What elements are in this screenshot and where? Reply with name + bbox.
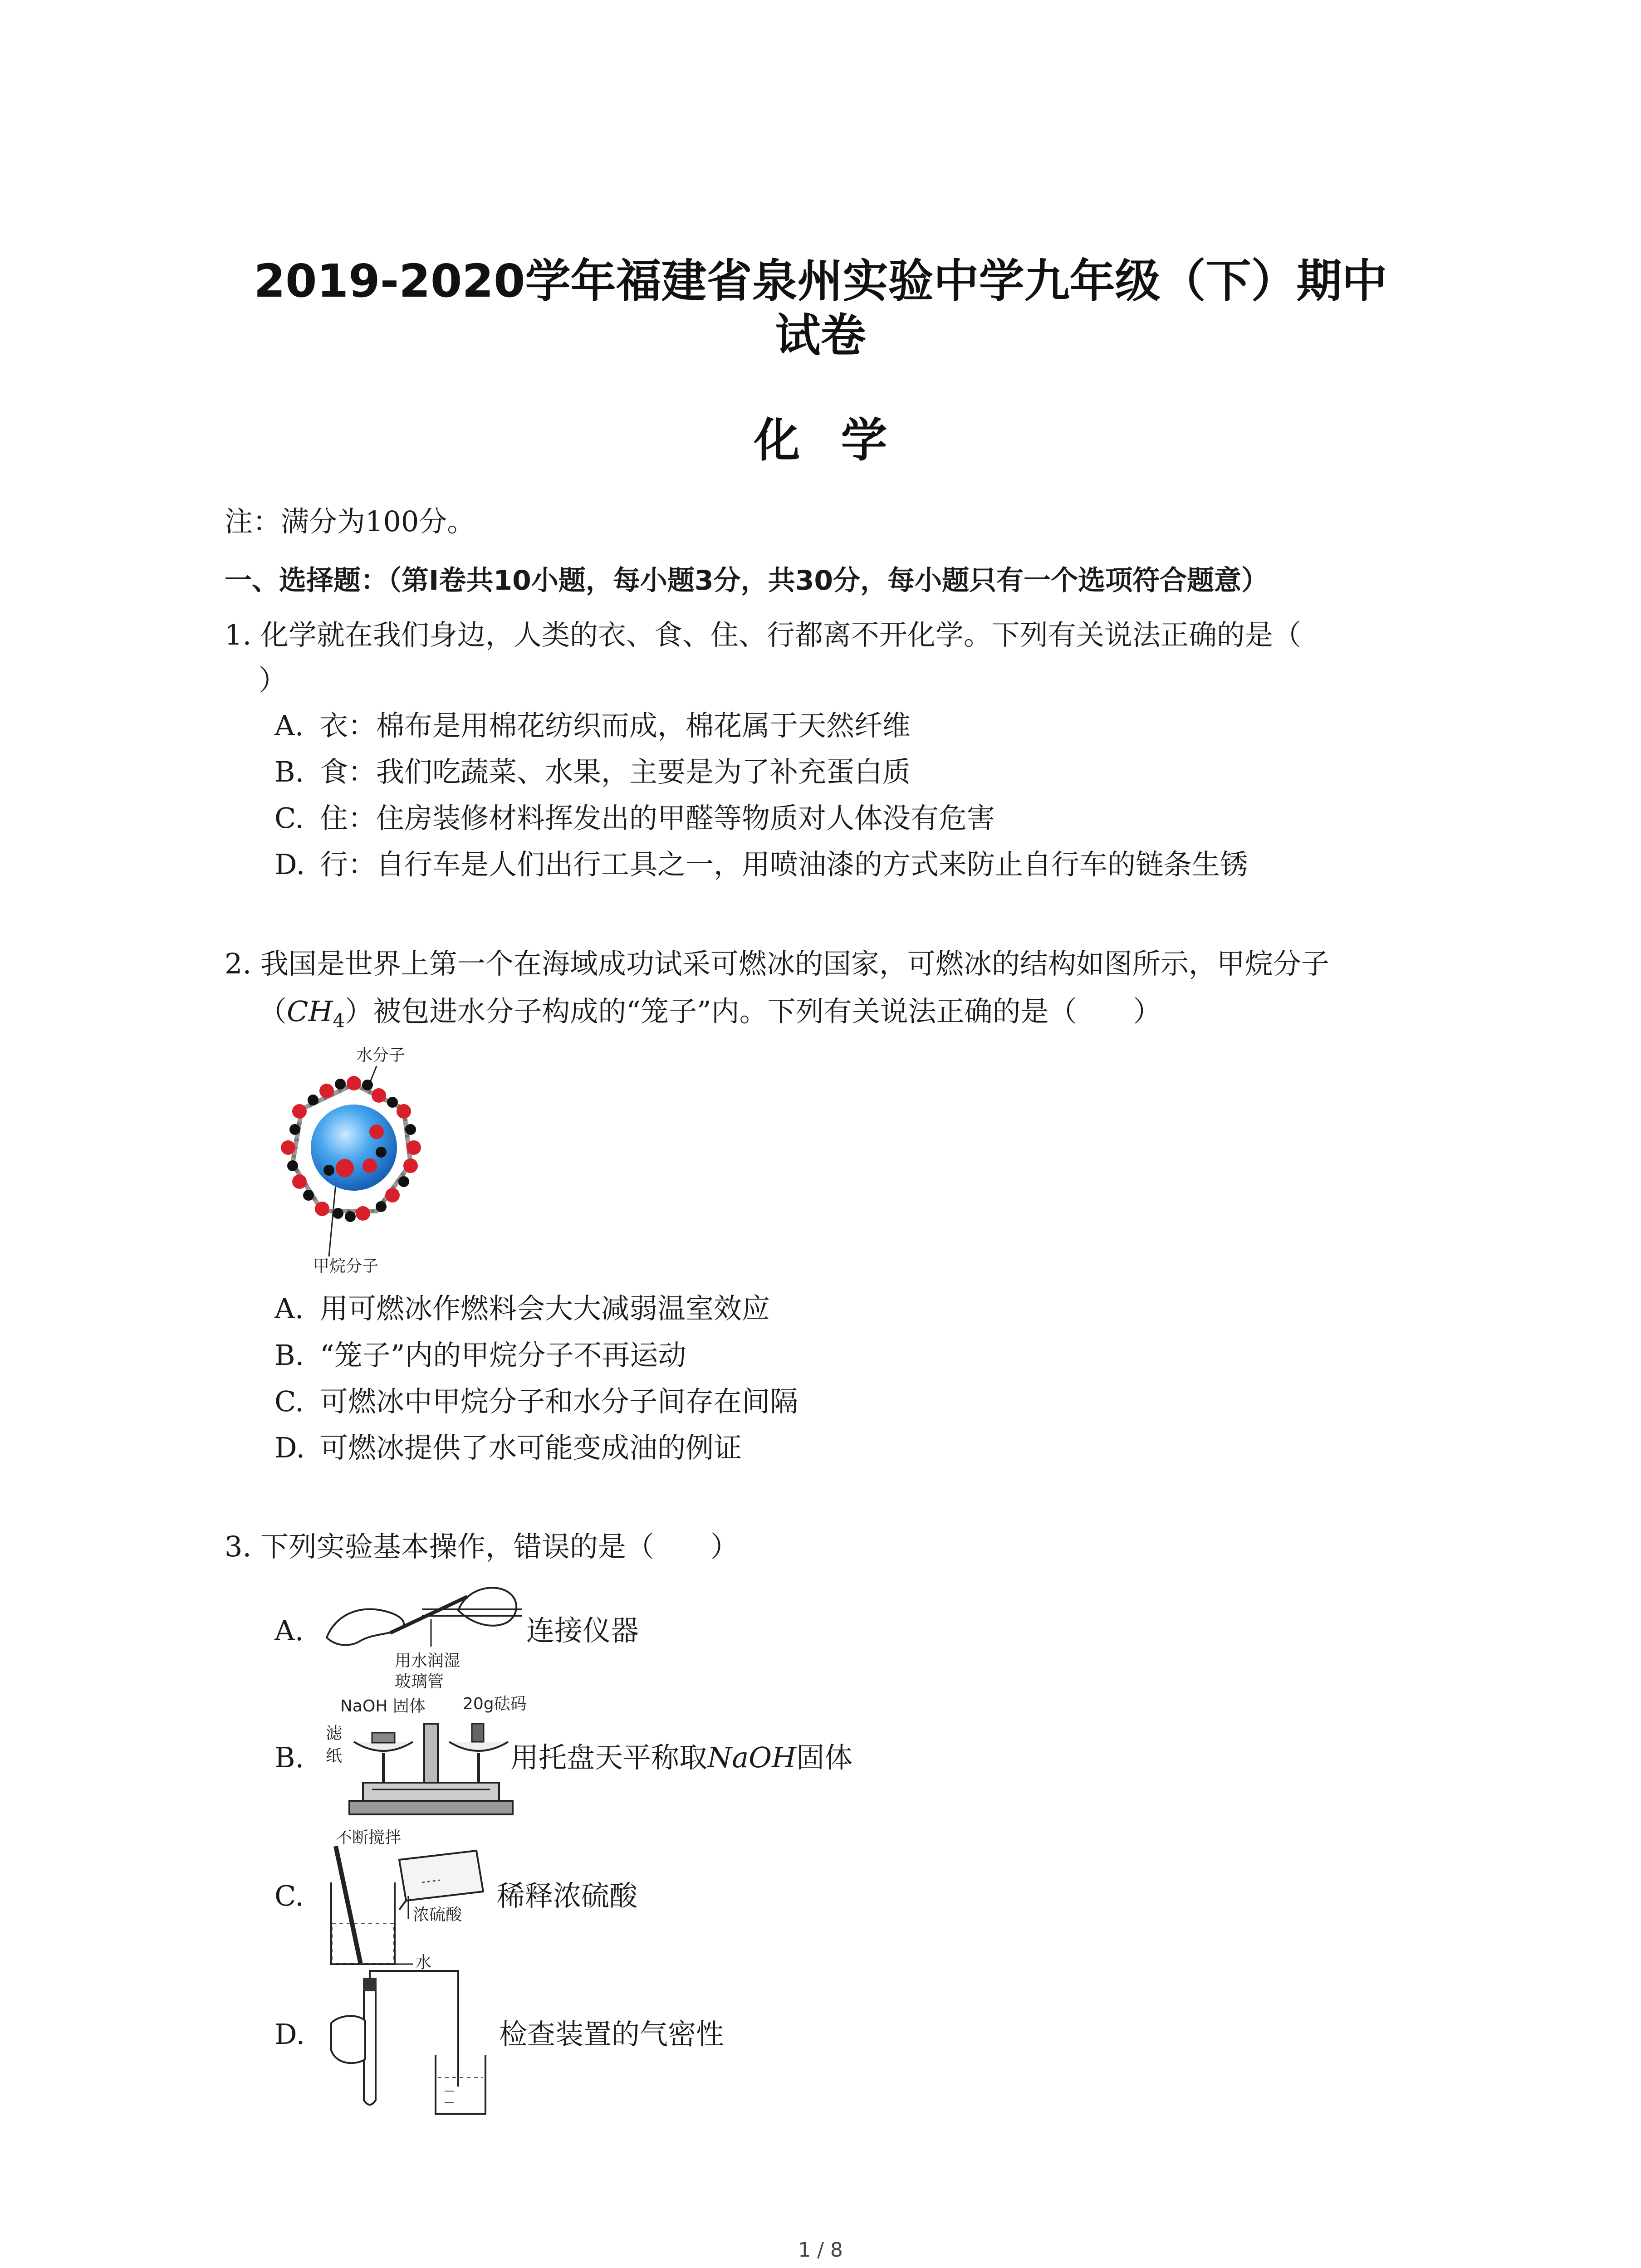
q3-option-b-text-pre: 用托盘天平称取 [510,1741,708,1774]
delivery-tube [370,1971,458,2087]
balance-base [363,1783,499,1801]
stirring-caption: 不断搅拌 [336,1828,402,1847]
q3-option-d-text: 检查装置的气密性 [499,2018,725,2051]
glass-tube-connection-figure [322,1579,531,1656]
q1-stem [225,617,1301,653]
q2-option-a [274,1290,770,1327]
rubber-stopper [363,1978,377,1991]
q2-option-d [274,1430,742,1466]
water-caption: 水 [415,1953,432,1972]
q3-stem: 3. 下列实验基本操作，错误的是（ ） [225,1530,739,1563]
methane-center-atom [336,1159,354,1177]
q2-option-c [274,1383,798,1420]
option-letter: C. [274,1385,304,1418]
option-text: 可燃冰提供了水可能变成油的例证 [320,1431,742,1464]
acid-bottle [399,1851,483,1901]
q2-stem-rest: ）被包进水分子构成的“笼子”内。下列有关说法正确的是（ ） [345,995,1161,1028]
option-text: 食：我们吃蔬菜、水果，主要是为了补充蛋白质 [320,755,911,788]
q3-option-a-text: 连接仪器 [526,1614,639,1647]
page-number: 1 / 8 [798,2239,843,2262]
q1-option-b [274,754,911,790]
combustible-ice-figure [254,1057,454,1256]
option-letter: A. [274,1292,304,1325]
filter-paper-caption-1: 滤 [326,1724,343,1743]
q1-stem-line1: 1. 化学就在我们身边，人类的衣、食、住、行都离不开化学。下列有关说法正确的是（ [225,618,1301,651]
airtightness-check-figure [322,1969,495,2114]
weight-block [472,1724,484,1742]
bottle-mouth [399,1901,406,1910]
left-hand-outline [327,1609,404,1645]
right-hand-outline [458,1588,516,1625]
naoh-formula: NaOH [707,1741,797,1774]
filter-paper-caption-2: 纸 [326,1747,343,1765]
option-letter: B. [274,755,304,788]
q3-option-c-letter: C. [274,1879,304,1912]
q2-stem-line1: 2. 我国是世界上第一个在海域成功试采可燃冰的国家，可燃冰的结构如图所示，甲烷分子 [225,947,1329,980]
option-letter: A. [274,709,304,742]
q3-option-a-letter: A. [274,1614,304,1647]
naoh-sample [372,1733,395,1743]
option-text: 住：住房装修材料挥发出的甲醛等物质对人体没有危害 [320,802,995,835]
q1-stem-line2: ） [259,664,287,697]
weight-20g-caption: 20g砝码 [463,1695,527,1713]
exam-title-line1: 2019-2020学年福建省泉州实验中学九年级（下）期中 [254,254,1387,308]
option-text: 行：自行车是人们出行工具之一，用喷油漆的方式来防止自行车的链条生锈 [320,848,1249,881]
option-text: 用可燃冰作燃料会大大减弱温室效应 [320,1292,770,1325]
water-beaker [436,2055,485,2114]
option-text: “笼子”内的甲烷分子不再运动 [320,1339,686,1372]
right-pan [449,1742,508,1751]
subject-title: 化学 [754,414,928,468]
option-letter: B. [274,1339,304,1372]
balance-scale-figure [345,1715,517,1828]
q1-option-a [274,708,911,744]
exam-title-line2: 试卷 [775,309,866,362]
methane-formula-subscript: 4 [333,1009,345,1032]
q1-option-c [274,800,995,836]
water-molecule-label: 水分子 [356,1046,406,1065]
beaker-water [332,1923,394,1963]
glass-rod [336,1846,361,1964]
wet-glass-tube-caption-1: 用水润湿 [395,1652,460,1670]
balance-foot [349,1801,513,1814]
option-text: 衣：棉布是用棉花纺织而成，棉花属于天然纤维 [320,709,911,742]
option-letter: C. [274,802,304,835]
q3-option-b-text [510,1740,852,1776]
q1-option-d [274,846,1248,883]
option-letter: D. [274,848,305,881]
section1-heading: 一、选择题：（第I卷共10小题，每小题3分，共30分，每小题只有一个选项符合题意） [225,565,1269,596]
naoh-solid-caption: NaOH 固体 [340,1697,426,1716]
q3-option-c-text: 稀释浓硫酸 [497,1879,638,1912]
methane-formula: CH [287,995,333,1028]
methane-molecule-label: 甲烷分子 [313,1257,379,1276]
score-note: 注：满分为100分。 [225,505,475,538]
q3-option-b-text-post: 固体 [796,1741,853,1774]
q2-option-b [274,1337,686,1374]
option-text: 可燃冰中甲烷分子和水分子间存在间隔 [320,1385,798,1418]
option-letter: D. [274,1431,305,1464]
wet-glass-tube-caption-2: 玻璃管 [395,1672,444,1691]
q3-option-d-letter: D. [274,2018,305,2051]
balance-pillar [424,1724,438,1792]
q2-stem-line2 [259,993,1161,1039]
hand-outline [331,2016,365,2063]
q3-option-b-letter: B. [274,1741,304,1774]
q2-stem-open-paren: （ [259,995,287,1028]
methane-label-leader-line [329,1184,336,1256]
concentrated-acid-caption: 浓硫酸 [413,1906,462,1924]
